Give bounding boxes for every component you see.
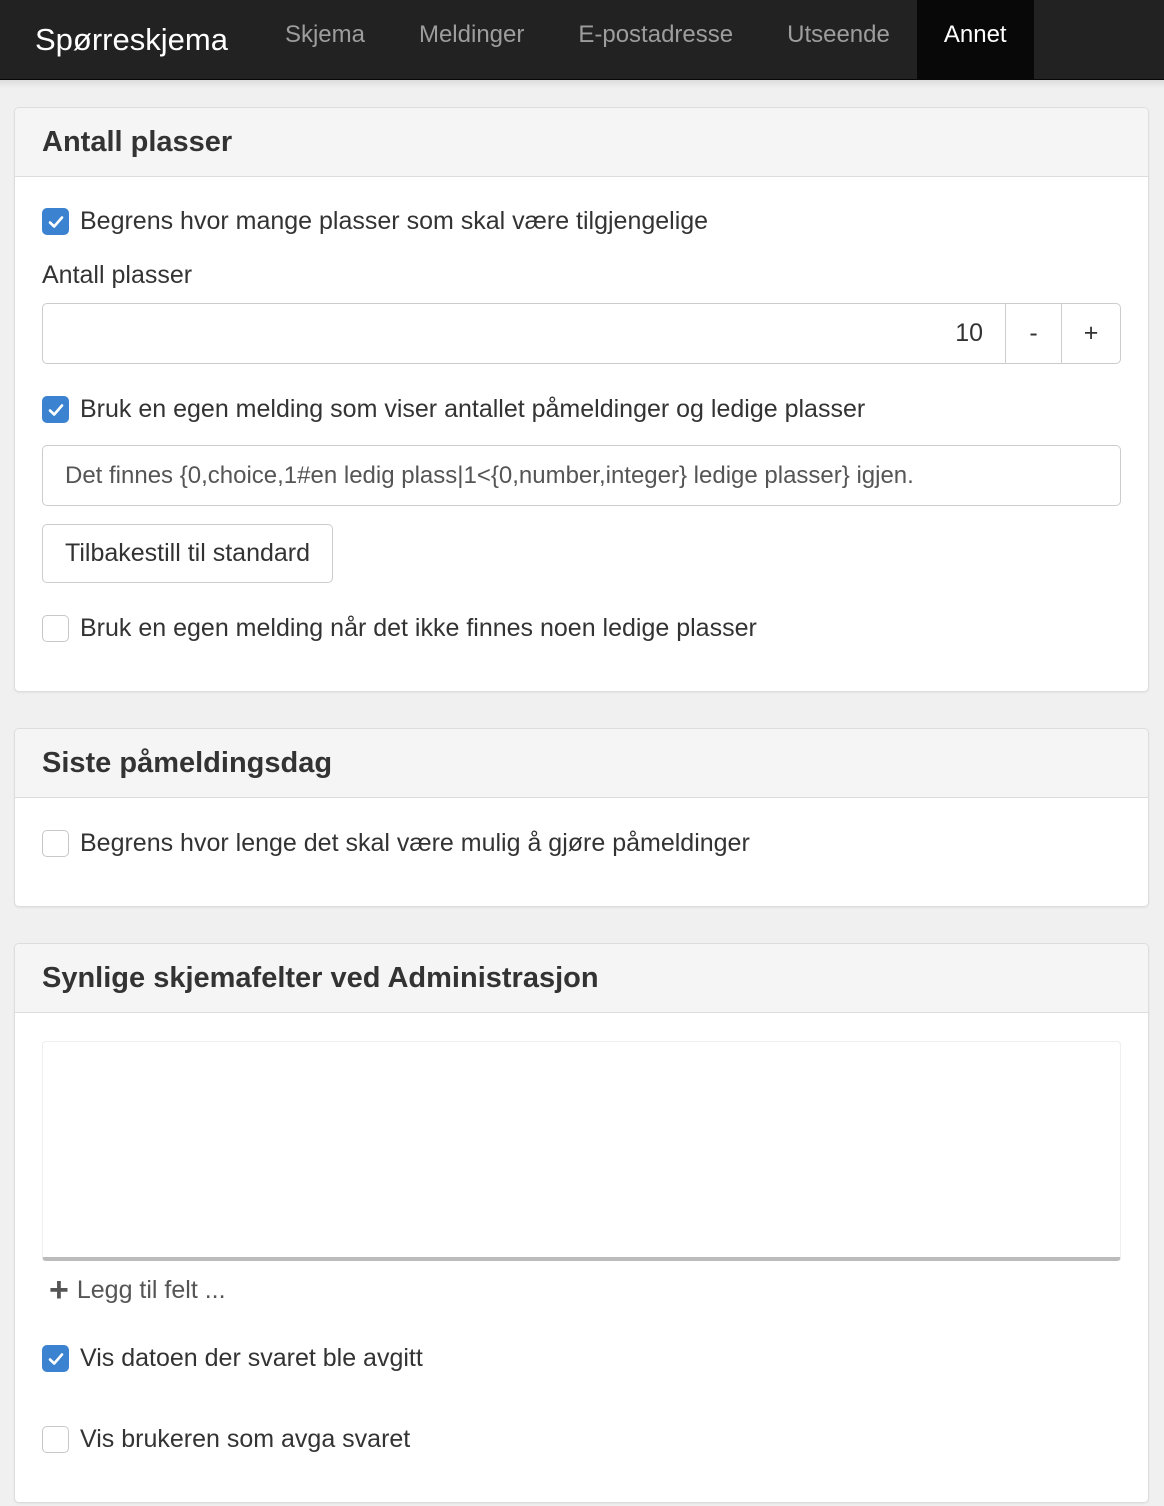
deadline-panel-title: Siste påmeldingsdag bbox=[15, 729, 1148, 798]
top-navbar bbox=[0, 0, 1164, 80]
checkmark-icon bbox=[47, 213, 65, 231]
brand-title[interactable]: Spørreskjema bbox=[35, 22, 228, 57]
limit-deadline-label: Begrens hvor lenge det skal være mulig å gjøre påmeldinger bbox=[80, 829, 750, 857]
limit-capacity-label: Begrens hvor mange plasser som skal være tilgjengelige bbox=[80, 207, 709, 235]
add-field-link[interactable] bbox=[49, 1273, 226, 1307]
capacity-panel bbox=[14, 107, 1149, 692]
show-date-checkbox[interactable] bbox=[42, 1345, 69, 1372]
capacity-count-label: Antall plasser bbox=[42, 261, 193, 289]
custom-message-checkbox-row[interactable] bbox=[42, 395, 865, 424]
capacity-count-input[interactable] bbox=[42, 303, 1006, 364]
limit-capacity-checkbox[interactable] bbox=[42, 208, 69, 235]
admin-fields-panel bbox=[14, 943, 1149, 1503]
visible-fields-list[interactable] bbox=[42, 1041, 1121, 1261]
full-message-label: Bruk en egen melding når det ikke finnes noen ledige plasser bbox=[80, 614, 757, 642]
increment-button[interactable]: + bbox=[1062, 303, 1121, 364]
nav-tab-annet[interactable]: Annet bbox=[917, 0, 1034, 79]
show-date-checkbox-row[interactable] bbox=[42, 1344, 423, 1373]
capacity-message-input[interactable] bbox=[42, 445, 1121, 506]
limit-deadline-checkbox-row[interactable] bbox=[42, 829, 750, 858]
show-user-label: Vis brukeren som avga svaret bbox=[80, 1425, 411, 1453]
show-date-label: Vis datoen der svaret ble avgitt bbox=[80, 1344, 423, 1372]
limit-capacity-checkbox-row[interactable] bbox=[42, 207, 708, 236]
nav-tab-e-postadresse[interactable]: E-postadresse bbox=[578, 21, 734, 48]
add-field-label: Legg til felt ... bbox=[76, 1275, 226, 1304]
capacity-count-stepper bbox=[42, 303, 1121, 364]
show-user-checkbox[interactable] bbox=[42, 1426, 69, 1453]
custom-message-checkbox[interactable] bbox=[42, 396, 69, 423]
show-user-checkbox-row[interactable] bbox=[42, 1425, 410, 1454]
checkmark-icon bbox=[47, 401, 65, 419]
limit-deadline-checkbox[interactable] bbox=[42, 830, 69, 857]
reset-to-default-button[interactable]: Tilbakestill til standard bbox=[42, 524, 333, 583]
capacity-panel-title: Antall plasser bbox=[15, 108, 1148, 177]
nav-tab-meldinger[interactable]: Meldinger bbox=[418, 21, 525, 48]
checkmark-icon bbox=[47, 1350, 65, 1368]
nav-tab-utseende[interactable]: Utseende bbox=[787, 21, 890, 48]
plus-icon: + bbox=[49, 1271, 69, 1309]
navbar-shadow bbox=[0, 80, 1164, 88]
admin-fields-panel-title: Synlige skjemafelter ved Administrasjon bbox=[15, 944, 1148, 1013]
nav-tab-skjema[interactable]: Skjema bbox=[284, 21, 365, 48]
custom-message-label: Bruk en egen melding som viser antallet påmeldinger og ledige plasser bbox=[80, 395, 866, 423]
deadline-panel bbox=[14, 728, 1149, 907]
decrement-button[interactable]: - bbox=[1006, 303, 1062, 364]
full-message-checkbox[interactable] bbox=[42, 615, 69, 642]
full-message-checkbox-row[interactable] bbox=[42, 614, 757, 643]
